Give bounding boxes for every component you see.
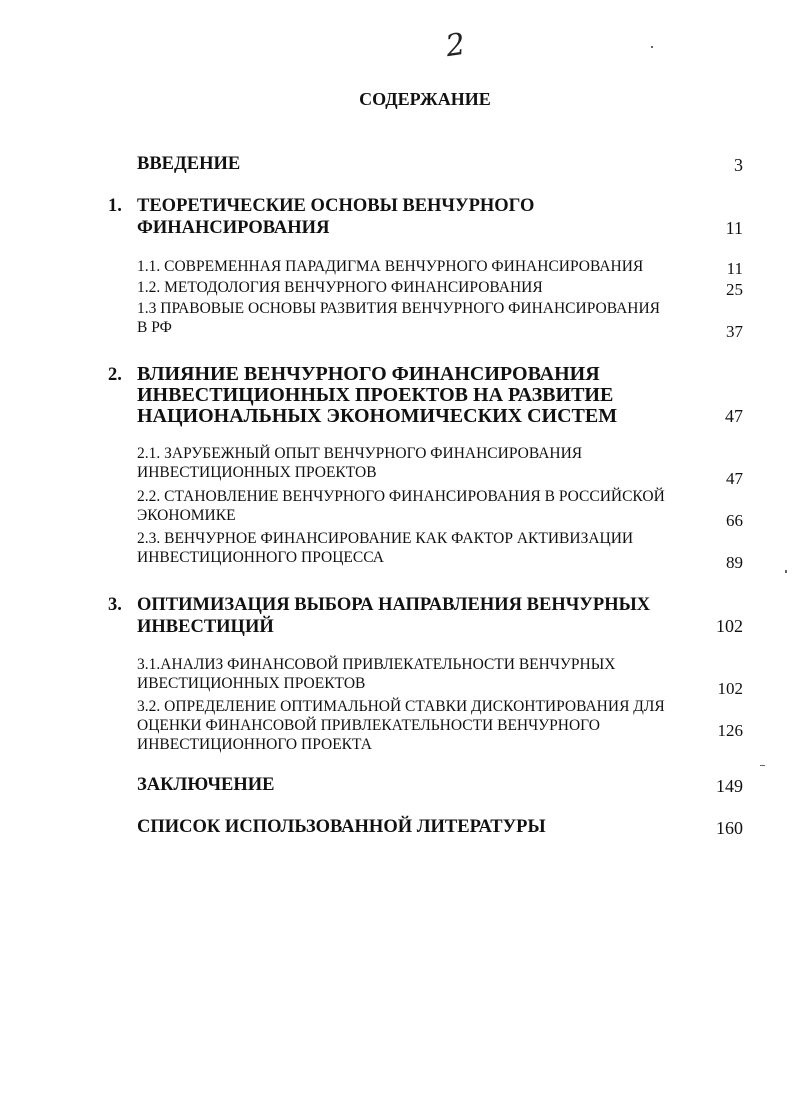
toc-chapter-1-page: 11 — [725, 218, 743, 238]
toc-section-3-1-page: 102 — [717, 679, 743, 698]
toc-section-2-3-label: 2.3. ВЕНЧУРНОЕ ФИНАНСИРОВАНИЕ КАК ФАКТОР АКТИВИЗАЦИИ ИНВЕСТИЦИОННОГО ПРОЦЕССА — [137, 530, 634, 566]
toc-chapter-3-page: 102 — [716, 616, 743, 636]
toc-chapter-1-number: 1. — [108, 196, 122, 216]
toc-chapter-2-number: 2. — [108, 365, 122, 385]
toc-chapter-1-label: ТЕОРЕТИЧЕСКИЕ ОСНОВЫ ВЕНЧУРНОГО ФИНАНСИРОВАНИЯ — [137, 196, 535, 238]
handwritten-page-number: 2 — [443, 26, 468, 65]
toc-section-1-2-label: 1.2. МЕТОДОЛОГИЯ ВЕНЧУРНОГО ФИНАНСИРОВАНИЯ — [137, 279, 543, 296]
toc-references-page: 160 — [716, 818, 743, 838]
scan-speck — [651, 46, 653, 48]
page-title: СОДЕРЖАНИЕ — [359, 89, 491, 109]
toc-chapter-3-number: 3. — [108, 595, 122, 615]
toc-section-3-2-page: 126 — [717, 721, 743, 740]
toc-chapter-2-page: 47 — [725, 406, 743, 426]
toc-section-2-2-page: 66 — [726, 511, 743, 530]
scan-speck — [760, 765, 765, 766]
scan-speck — [785, 570, 787, 573]
toc-section-2-2-label: 2.2. СТАНОВЛЕНИЕ ВЕНЧУРНОГО ФИНАНСИРОВАНИЯ В РОССИЙСКОЙ ЭКОНОМИКЕ — [137, 488, 665, 524]
toc-section-2-3-page: 89 — [726, 553, 743, 572]
toc-section-1-3-page: 37 — [726, 322, 743, 341]
toc-conclusion-page: 149 — [716, 776, 743, 796]
toc-section-1-1-page: 11 — [726, 259, 743, 278]
toc-chapter-2-label: ВЛИЯНИЕ ВЕНЧУРНОГО ФИНАНСИРОВАНИЯ ИНВЕСТИЦИОННЫХ ПРОЕКТОВ НА РАЗВИТИЕ НАЦИОНАЛЬНЫХ ЭКОНОМИЧЕСКИХ СИСТЕМ — [137, 363, 618, 427]
toc-section-1-1-label: 1.1. СОВРЕМЕННАЯ ПАРАДИГМА ВЕНЧУРНОГО ФИНАНСИРОВАНИЯ — [137, 258, 644, 275]
toc-section-3-2-label: 3.2. ОПРЕДЕЛЕНИЕ ОПТИМАЛЬНОЙ СТАВКИ ДИСКОНТИРОВАНИЯ ДЛЯ ОЦЕНКИ ФИНАНСОВОЙ ПРИВЛЕКАТЕЛЬНОСТИ ВЕНЧУРНОГО ИНВЕСТИЦИОННОГО ПРОЕКТА — [137, 698, 665, 753]
toc-conclusion-label: ЗАКЛЮЧЕНИЕ — [137, 775, 275, 795]
toc-section-1-3-label: 1.3 ПРАВОВЫЕ ОСНОВЫ РАЗВИТИЯ ВЕНЧУРНОГО ФИНАНСИРОВАНИЯ В РФ — [137, 300, 660, 336]
toc-section-2-1-label: 2.1. ЗАРУБЕЖНЫЙ ОПЫТ ВЕНЧУРНОГО ФИНАНСИРОВАНИЯ ИНВЕСТИЦИОННЫХ ПРОЕКТОВ — [137, 445, 583, 481]
toc-intro-label: ВВЕДЕНИЕ — [137, 154, 241, 174]
toc-section-2-1-page: 47 — [726, 469, 743, 488]
toc-intro-page: 3 — [734, 155, 743, 175]
toc-section-1-2-page: 25 — [726, 280, 743, 299]
toc-chapter-3-label: ОПТИМИЗАЦИЯ ВЫБОРА НАПРАВЛЕНИЯ ВЕНЧУРНЫХ ИНВЕСТИЦИЙ — [137, 595, 651, 637]
toc-references-label: СПИСОК ИСПОЛЬЗОВАННОЙ ЛИТЕРАТУРЫ — [137, 817, 546, 837]
toc-section-3-1-label: 3.1.АНАЛИЗ ФИНАНСОВОЙ ПРИВЛЕКАТЕЛЬНОСТИ ВЕНЧУРНЫХ ИВЕСТИЦИОННЫХ ПРОЕКТОВ — [137, 656, 616, 692]
